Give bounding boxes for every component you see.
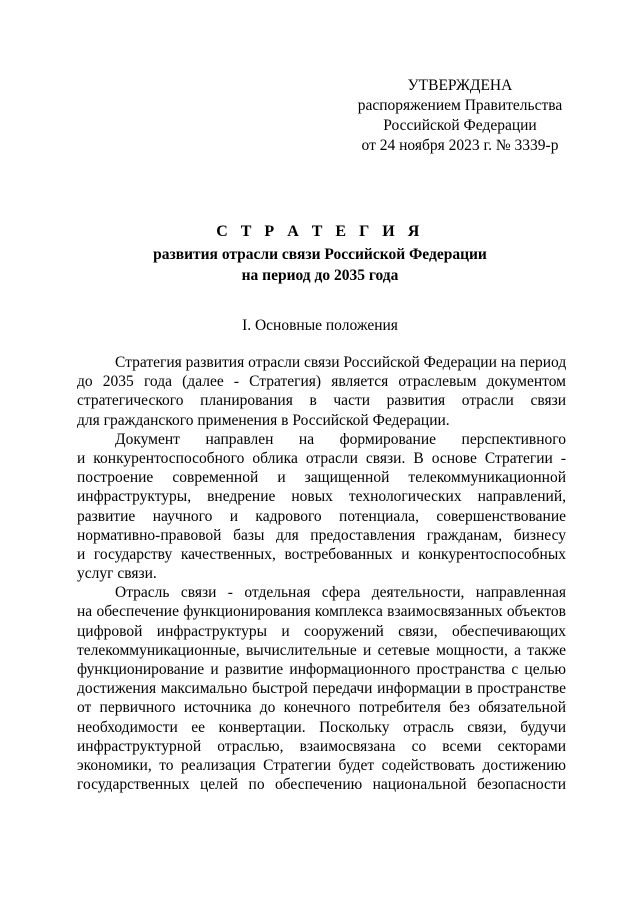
paragraph-line: цифровой инфраструктуры и сооружений связи, обеспечивающих <box>77 622 566 640</box>
paragraph-line: от первичного источника до конечного потребителя без обязательной <box>77 699 566 717</box>
paragraph-line: услуг связи. <box>77 565 157 583</box>
approval-government: Российской Федерации <box>383 117 537 134</box>
paragraph-line: инфраструктуры, внедрение новых технологических направлений, <box>77 488 566 506</box>
paragraph-line: до 2035 года (далее - Стратегия) является отраслевым документом <box>77 373 566 391</box>
paragraph-line: инфраструктурной отраслью, взаимосвязана со всеми секторами <box>77 737 566 755</box>
paragraph-line: необходимости ее конвертации. Поскольку отрасль связи, будучи <box>77 718 566 736</box>
paragraph-line: государственных целей по обеспечению национальной безопасности <box>77 776 566 794</box>
paragraph-line: Документ направлен на формирование перспективного <box>115 430 566 448</box>
paragraph-line: телекоммуникационные, вычислительные и сетевые мощности, а также <box>77 641 566 659</box>
paragraph-line: для гражданского применения в Российской Федерации. <box>77 411 450 429</box>
document-title: С Т Р А Т Е Г И Я <box>216 223 424 240</box>
paragraph-line: развитие научного и кадрового потенциала, совершенствование <box>77 507 566 525</box>
subtitle-line: на период до 2035 года <box>241 267 399 284</box>
body-text <box>77 353 566 794</box>
paragraph-line: функционирование и развитие информационного пространства с целью <box>77 661 566 678</box>
section-heading: I. Основные положения <box>242 317 398 334</box>
paragraph-line: экономики, то реализация Стратегии будет содействовать достижению <box>77 756 566 774</box>
paragraph-line: построение современной и защищенной телекоммуникационной <box>77 469 566 487</box>
paragraph-line: Отрасль связи - отдельная сфера деятельности, направленная <box>115 584 566 602</box>
approval-title: УТВЕРЖДЕНА <box>407 77 513 94</box>
paragraph-line: и государству качественных, востребованных и конкурентоспособных <box>77 545 566 563</box>
document-subtitle <box>0 244 640 286</box>
subtitle-line: развития отрасли связи Российской Федерации <box>153 246 487 263</box>
paragraph-line: нормативно-правовой базы для предоставления гражданам, бизнесу <box>77 526 566 544</box>
paragraph-line: достижения максимально быстрой передачи информации в пространстве <box>77 680 566 698</box>
paragraph-line: стратегического планирования в части развития отрасли связи <box>77 392 566 410</box>
approval-stamp <box>350 76 570 156</box>
paragraph-line: и конкурентоспособного облика отрасли связи. В основе Стратегии - <box>77 449 566 467</box>
paragraph-line: на обеспечение функционирования комплекса взаимосвязанных объектов <box>77 603 566 621</box>
approval-issuer: распоряжением Правительства <box>357 97 563 114</box>
approval-date-number: от 24 ноября 2023 г. № 3339-р <box>361 137 559 154</box>
paragraph-line: Стратегия развития отрасли связи Российской Федерации на период <box>115 354 566 371</box>
